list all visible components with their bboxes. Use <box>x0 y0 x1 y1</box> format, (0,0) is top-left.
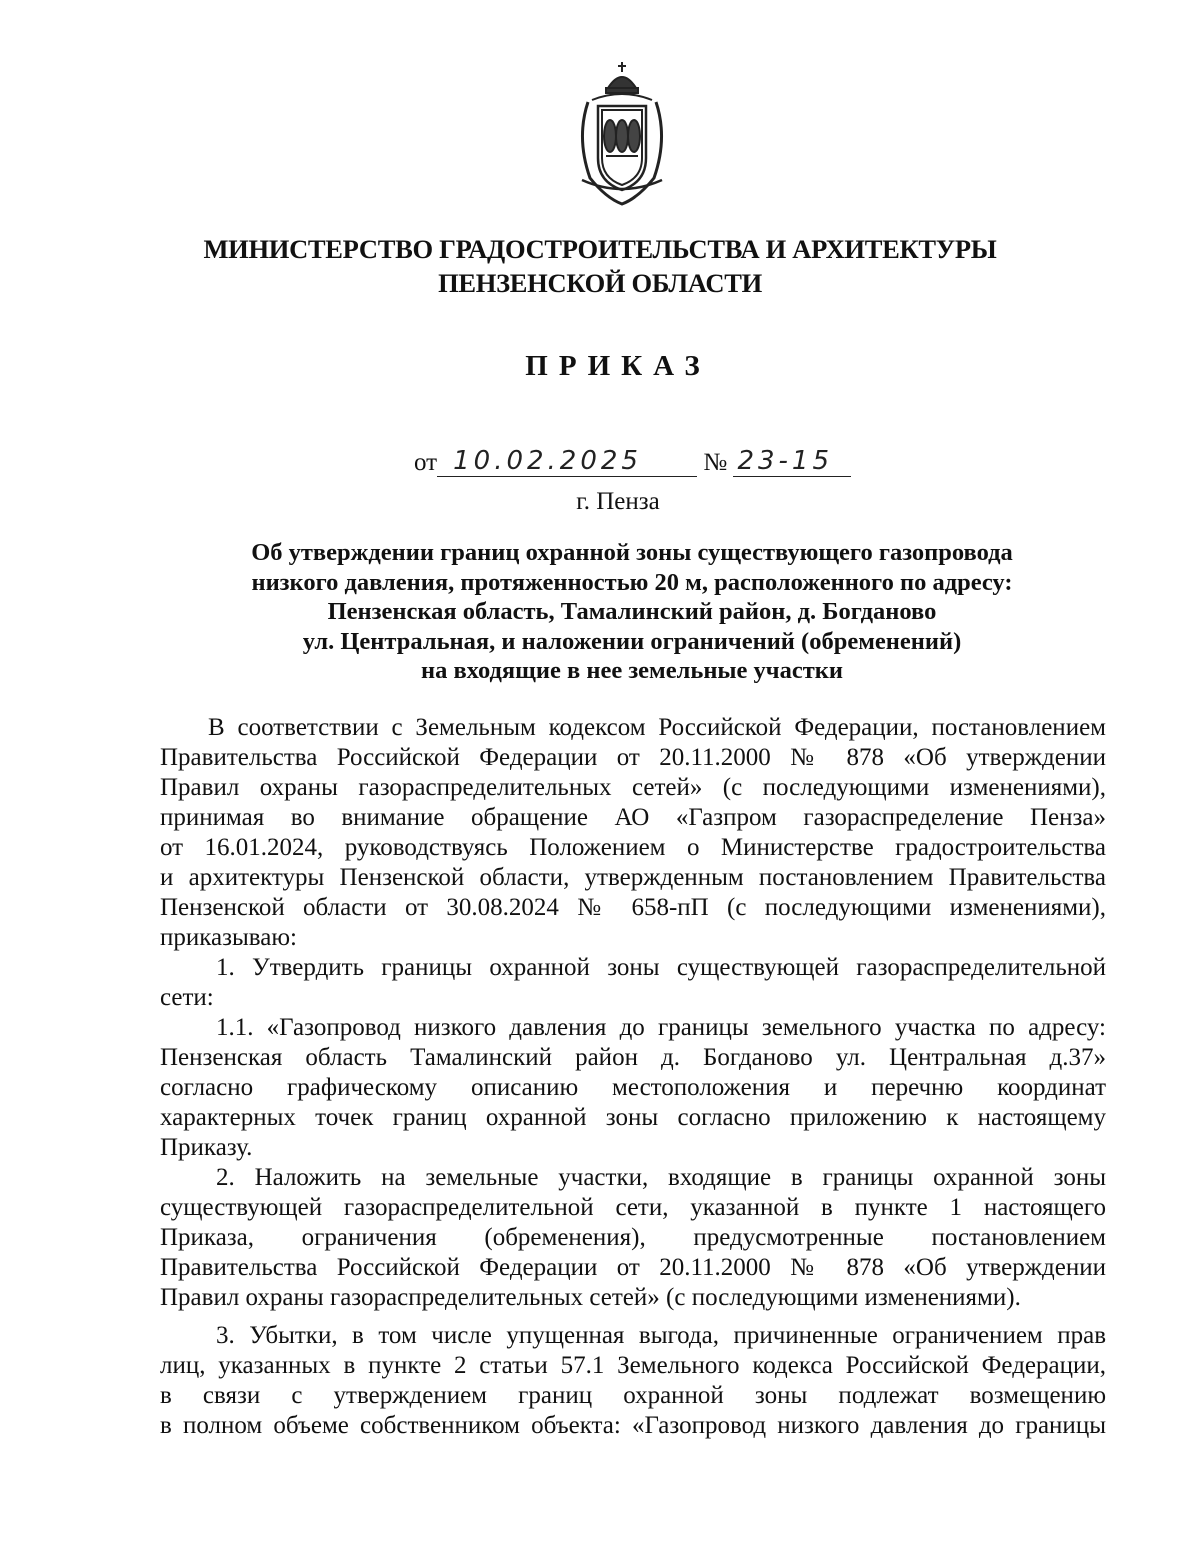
body-line: существующей газораспределительной сети, указанной в пункте 1 настоящего <box>160 1194 1106 1221</box>
city-name: г. Пенза <box>576 488 660 515</box>
coat-of-arms-emblem <box>572 58 672 208</box>
subject-line: ул. Центральная, и наложении ограничений (обременений) <box>302 627 962 655</box>
subject-line: на входящие в нее земельные участки <box>420 657 844 684</box>
date-number-line <box>414 446 851 480</box>
order-subject <box>160 538 1104 686</box>
handwritten-number: 23-15 <box>733 446 851 477</box>
body-line: Правительства Российской Федерации от 20.11.2000 № 878 «Об утверждении <box>160 1254 1106 1281</box>
body-line: и архитектуры Пензенской области, утвержденным постановлением Правительства <box>160 864 1106 891</box>
subject-line: низкого давления, протяженностью 20 м, расположенного по адресу: <box>251 568 1013 596</box>
body-line: Приказу. <box>160 1134 253 1161</box>
body-line: сети: <box>160 984 214 1011</box>
ministry-name-line1: МИНИСТЕРСТВО ГРАДОСТРОИТЕЛЬСТВА И АРХИТЕКТУРЫ <box>203 234 997 264</box>
item-3-paragraph <box>160 1321 1106 1441</box>
ministry-name-line2: ПЕНЗЕНСКОЙ ОБЛАСТИ <box>438 268 762 298</box>
body-line: В соответствии с Земельным кодексом Российской Федерации, постановлением <box>208 714 1106 741</box>
order-body <box>160 713 1106 1441</box>
body-line: Правил охраны газораспределительных сетей» (с последующими изменениями). <box>160 1284 1021 1311</box>
body-line: лиц, указанных в пункте 2 статьи 57.1 Земельного кодекса Российской Федерации, <box>160 1352 1106 1379</box>
body-line: 2. Наложить на земельные участки, входящие в границы охранной зоны <box>216 1164 1106 1191</box>
ministry-name <box>0 232 1200 300</box>
handwritten-date: 10.02.2025 <box>437 446 697 477</box>
body-line: 1. Утвердить границы охранной зоны существующей газораспределительной <box>216 954 1106 981</box>
date-prefix: от <box>414 449 438 476</box>
body-line: в полном объеме собственником объекта: «Газопровод низкого давления до границы <box>160 1412 1106 1439</box>
subject-line: Об утверждении границ охранной зоны существующего газопровода <box>251 539 1013 566</box>
body-line: 1.1. «Газопровод низкого давления до границы земельного участка по адресу: <box>216 1014 1106 1041</box>
item-1-1-paragraph <box>160 1013 1106 1163</box>
body-line: согласно графическому описанию местоположения и перечню координат <box>160 1074 1106 1101</box>
body-line: Пензенской области от 30.08.2024 № 658-пП (с последующими изменениями), <box>160 894 1106 921</box>
body-line: Приказа, ограничения (обременения), предусмотренные постановлением <box>160 1224 1106 1251</box>
body-line: Правительства Российской Федерации от 20.11.2000 № 878 «Об утверждении <box>160 744 1106 771</box>
preamble-paragraph <box>160 713 1106 953</box>
body-line: Пензенская область Тамалинский район д. Богданово ул. Центральная д.37» <box>160 1044 1106 1071</box>
body-line: от 16.01.2024, руководствуясь Положением о Министерстве градостроительства <box>160 834 1106 861</box>
item-2-paragraph <box>160 1163 1106 1313</box>
body-line: 3. Убытки, в том числе упущенная выгода, причиненные ограничением прав <box>216 1322 1106 1349</box>
body-line: характерных точек границ охранной зоны согласно приложению к настоящему <box>160 1104 1106 1131</box>
subject-line: Пензенская область, Тамалинский район, д. Богданово <box>327 598 937 625</box>
body-line: принимая во внимание обращение АО «Газпром газораспределение Пенза» <box>160 804 1106 831</box>
item-1-paragraph <box>160 953 1106 1013</box>
number-prefix: № <box>703 449 728 476</box>
body-line: Правил охраны газораспределительных сетей» (с последующими изменениями), <box>160 774 1106 801</box>
body-line: приказываю: <box>160 924 297 951</box>
body-line: в связи с утверждением границ охранной зоны подлежат возмещению <box>160 1382 1106 1409</box>
document-type-title: ПРИКАЗ <box>525 350 711 382</box>
